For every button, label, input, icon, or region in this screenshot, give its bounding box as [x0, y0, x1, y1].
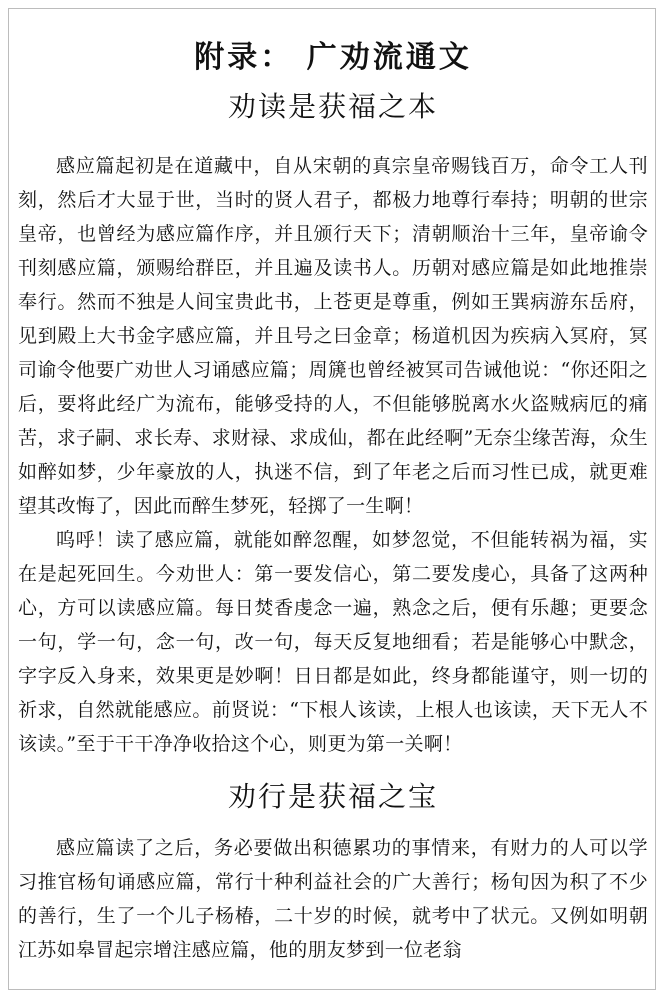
document-title: 附录： 广劝流通文: [194, 40, 472, 75]
document-page: [8, 8, 656, 990]
document-body: [18, 9, 648, 967]
paragraph: 呜呼！读了感应篇，就能如醉忽醒，如梦忽觉，不但能转祸为福，实在是起死回生。今劝世人：第一要发信心，第二要发虔心，具备了这两种心，方可以读感应篇。每日焚香虔念一遍，熟念之后，便有乐趣；更要念一句，学一句，念一句，改一句，每天反复地细看；若是能够心中默念，字字反入身来，效果更是妙啊！日日都是如此，终身都能谨守，则一切的祈求，自然就能感应。前贤说：“下根人该读，上根人也该读，天下无人不该读。”至于干干净净收拾这个心，则更为第一关啊！: [18, 529, 648, 755]
section-title-practice: 劝行是获福之宝: [227, 780, 438, 813]
paragraph: 感应篇读了之后，务必要做出积德累功的事情来，有财力的人可以学习推官杨旬诵感应篇，常行十种利益社会的广大善行；杨旬因为积了不少的善行，生了一个儿子杨椿，二十岁的时候，就考中了状元。又例如明朝江苏如皋冒起宗增注感应篇，他的朋友梦到一位老翁: [18, 837, 648, 961]
section-title-reading: 劝读是获福之本: [227, 90, 438, 123]
paragraph: 感应篇起初是在道藏中，自从宋朝的真宗皇帝赐钱百万，命令工人刊刻，然后才大显于世，当时的贤人君子，都极力地尊行奉持；明朝的世宗皇帝，也曾经为感应篇作序，并且颁行天下；清朝顺治十三年，皇帝谕令刊刻感应篇，颁赐给群臣，并且遍及读书人。历朝对感应篇是如此地推崇奉行。然而不独是人间宝贵此书，上苍更是尊重，例如王巽病游东岳府，见到殿上大书金字感应篇，并且号之曰金章；杨道机因为疾病入冥府，冥司谕令他要广劝世人习诵感应篇；周篪也曾经被冥司告诫他说：“你还阳之后，要将此经广为流布，能够受持的人，不但能够脱离水火盗贼病厄的痛苦，求子嗣、求长寿、求财禄、求成仙，都在此经啊”无奈尘缘苦海，众生如醉如梦，少年豪放的人，执迷不信，到了年老之后而习性已成，就更难望其改悔了，因此而醉生梦死，轻掷了一生啊！: [18, 155, 648, 517]
